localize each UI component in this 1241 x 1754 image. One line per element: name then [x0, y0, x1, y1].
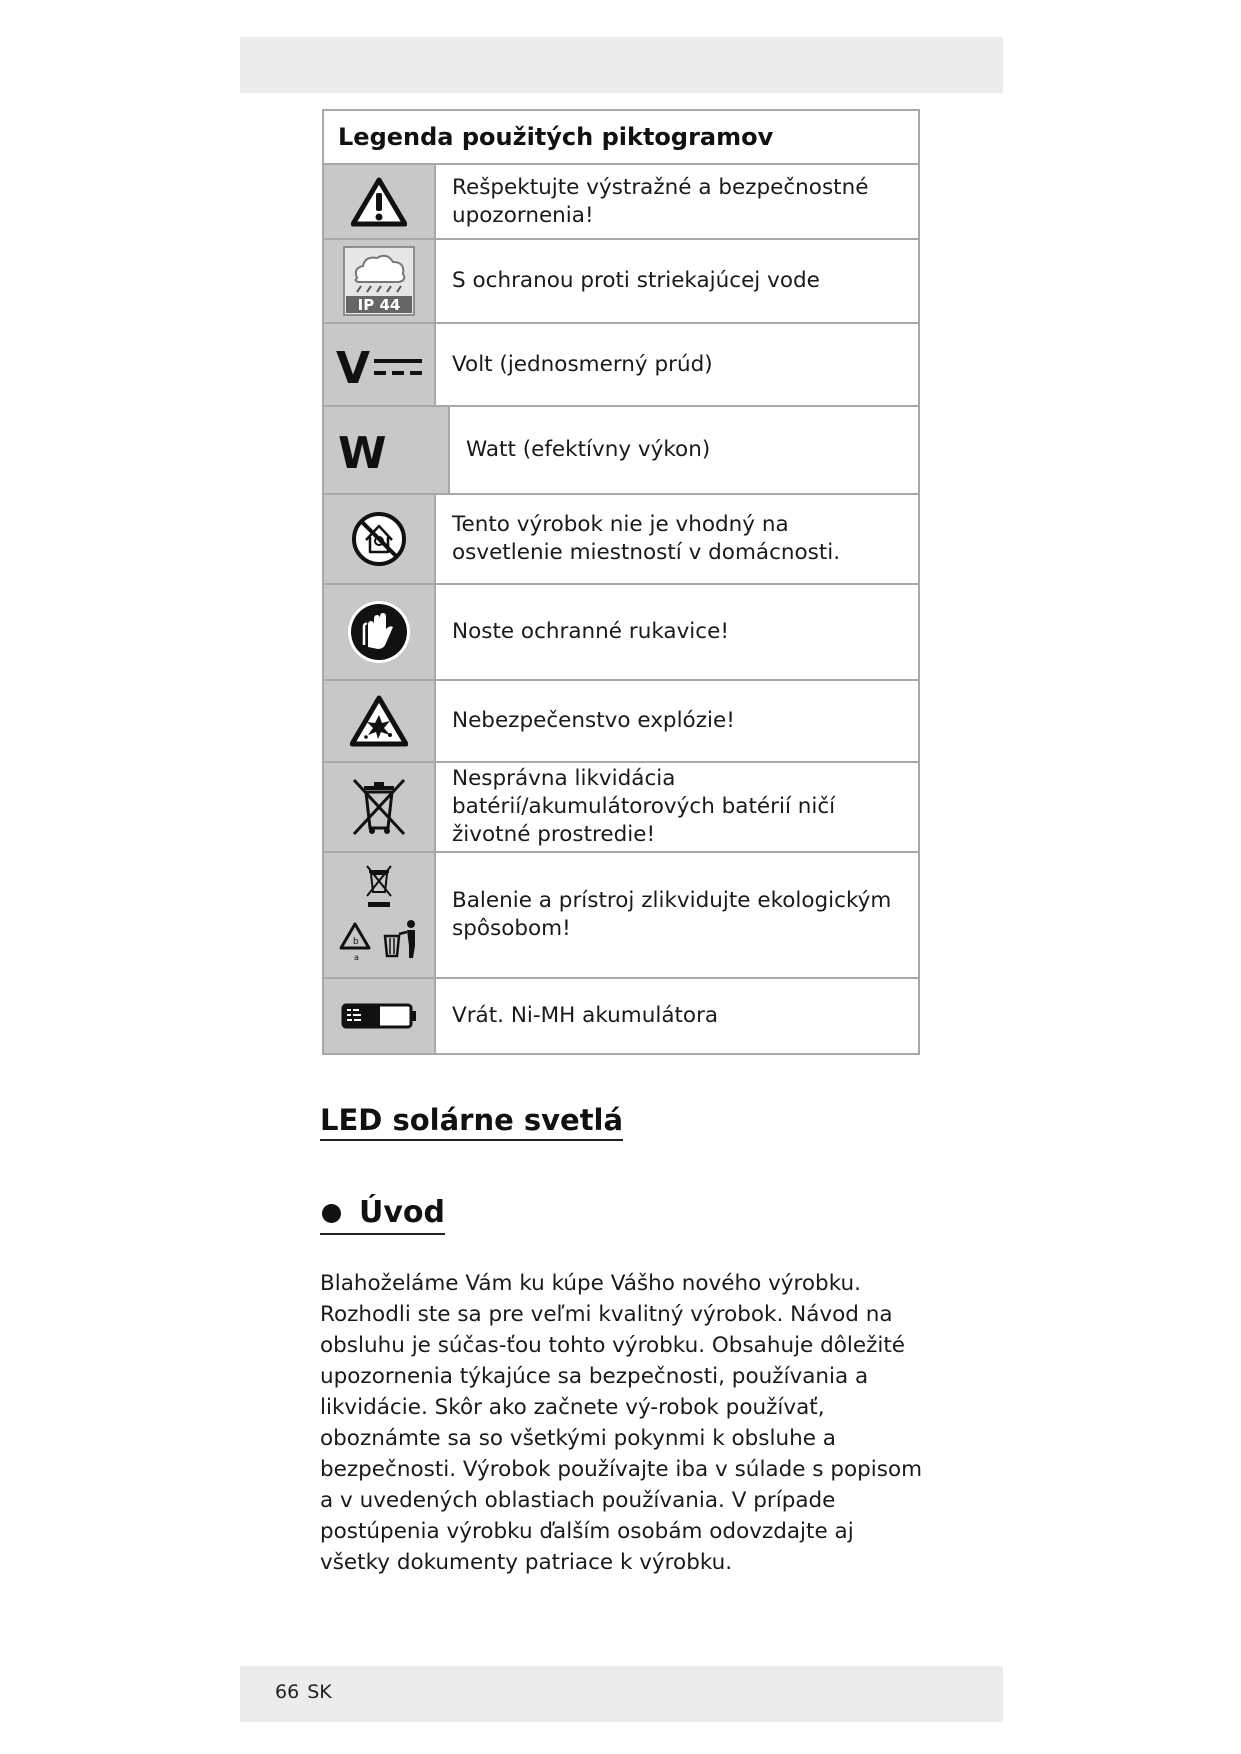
language-code: SK	[307, 1681, 332, 1703]
legend-text: Tento výrobok nie je vhodný na osvetlenie miestností v domácnosti.	[452, 512, 841, 565]
svg-text:b: b	[353, 937, 359, 947]
legend-row	[324, 979, 918, 1053]
legend-row	[324, 763, 918, 853]
svg-text:IP 44: IP 44	[357, 296, 401, 314]
protective-gloves-icon	[324, 585, 436, 679]
header-band	[240, 37, 1003, 93]
legend-text: Rešpektujte výstražné a bezpečnostné upozornenia!	[452, 174, 869, 228]
subsection-title	[320, 1195, 445, 1235]
subsection-title-text: Úvod	[359, 1195, 446, 1230]
legend-text: Volt (jednosmerný prúd)	[452, 351, 713, 377]
legend-row	[324, 585, 918, 681]
legend-text: Balenie a prístroj zlikvidujte ekologickým spôsobom!	[452, 888, 892, 941]
no-indoor-use-icon	[324, 495, 436, 583]
warning-triangle-icon	[324, 165, 436, 238]
legend-text: Nesprávna likvidácia batérií/akumulátorových batérií ničí životné prostredie!	[452, 766, 836, 847]
pictogram-legend-table	[322, 109, 920, 1055]
crossed-bin-icon	[324, 763, 436, 851]
legend-text: Nebezpečenstvo explózie!	[452, 708, 735, 733]
volt-dc-icon	[324, 324, 436, 405]
intro-paragraph: Blahoželáme Vám ku kúpe Vášho nového výrobku. Rozhodli ste sa pre veľmi kvalitný výrobok. Návod na obsluhu je súčas-ťou tohto výrobku. Obsahuje dôležité upozornenia týkajúce sa bezpečnosti, používania a likvidácie. Skôr ako začnete vý-robok používať, oboznámte sa so všetkými pokynmi k obsluhe a bezpečnosti. Výrobok používajte iba v súlade s popisom a v uvedených oblastiach používania. V prípade postúpenia výrobku ďalším osobám odovzdajte aj všetky dokumenty patriace k výrobku.	[320, 1271, 923, 1575]
recycle-disposal-icon	[324, 853, 436, 977]
svg-text:W: W	[338, 428, 387, 472]
bullet-icon	[322, 1204, 341, 1223]
battery-icon	[324, 979, 436, 1053]
legend-text: Noste ochranné rukavice!	[452, 619, 729, 644]
legend-row	[324, 681, 918, 763]
legend-row	[324, 324, 918, 407]
person-bin-icon	[385, 920, 415, 958]
legend-row	[324, 240, 918, 324]
recycle-triangle-icon	[341, 924, 369, 962]
section-title: LED solárne svetlá	[320, 1103, 623, 1141]
footer-band	[240, 1666, 1003, 1722]
page-number: 66	[275, 1681, 300, 1703]
svg-text:V: V	[336, 342, 371, 387]
watt-icon	[324, 407, 450, 493]
footer	[275, 1681, 340, 1703]
explosion-danger-icon	[324, 681, 436, 761]
legend-row	[324, 407, 918, 495]
legend-row	[324, 495, 918, 585]
legend-text: S ochranou proti striekajúcej vode	[452, 268, 820, 293]
legend-text: Vrát. Ni-MH akumulátora	[452, 1003, 719, 1028]
ip44-splash-icon	[324, 240, 436, 322]
svg-text:a: a	[354, 953, 359, 962]
legend-text: Watt (efektívny výkon)	[466, 437, 711, 462]
legend-row	[324, 165, 918, 240]
legend-title: Legenda použitých piktogramov	[324, 111, 918, 165]
legend-row	[324, 853, 918, 979]
small-crossed-bin-icon	[367, 866, 391, 907]
